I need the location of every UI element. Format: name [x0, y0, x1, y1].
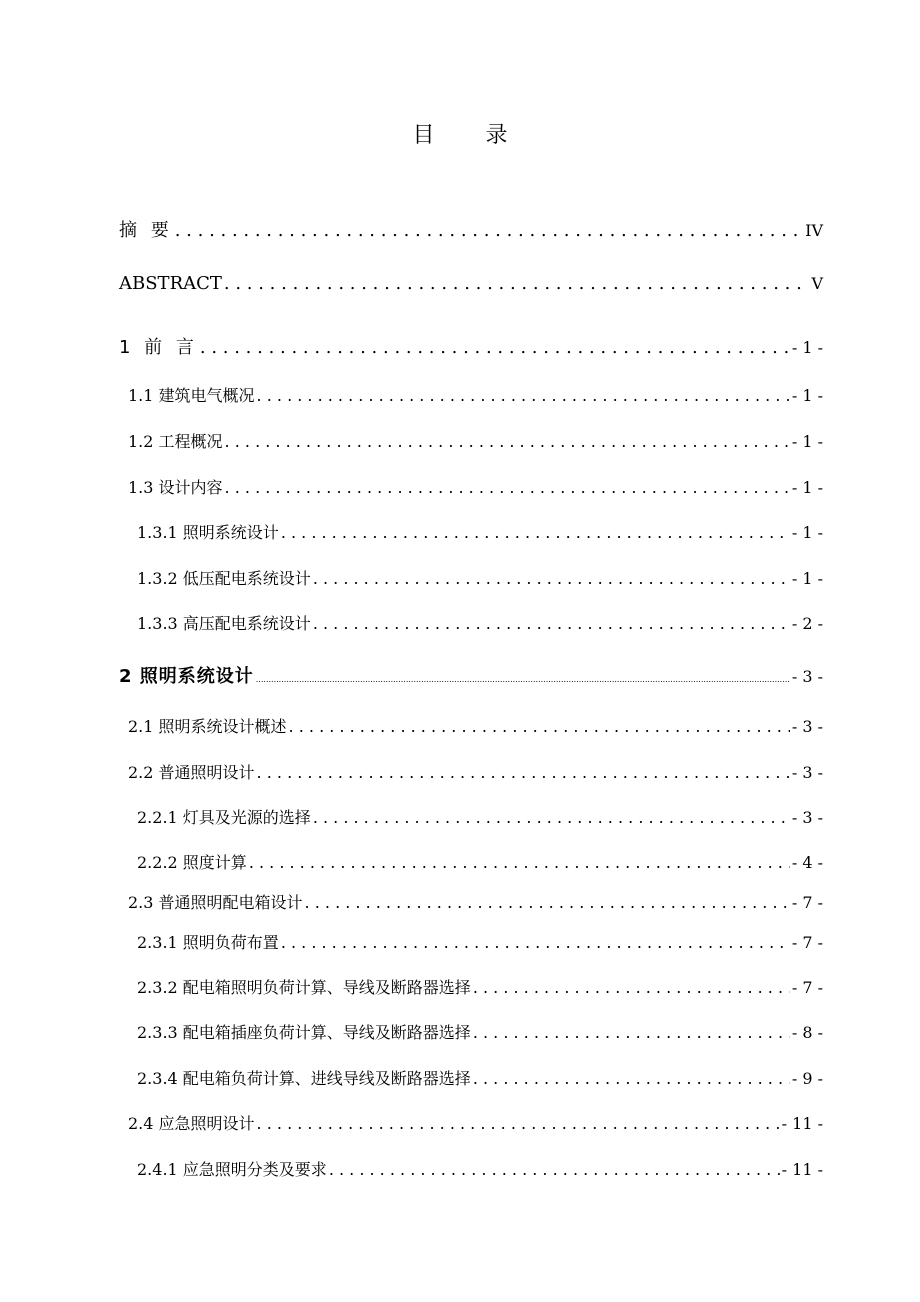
toc-entry-2-2[interactable]	[128, 760, 823, 783]
toc-leader-dots	[473, 1069, 790, 1088]
toc-entry-chapter-1[interactable]	[119, 333, 823, 359]
toc-entry-page: - 1 -	[791, 386, 823, 405]
toc-entry-page: - 3 -	[791, 808, 823, 827]
toc-entry-page: - 7 -	[791, 978, 823, 997]
toc-entry-page: - 3 -	[791, 763, 823, 782]
toc-entry-page: - 4 -	[791, 853, 823, 872]
toc-entry-page: - 1 -	[791, 432, 823, 451]
toc-entry-page: - 2 -	[791, 614, 823, 633]
toc-entry-page: - 1 -	[791, 569, 823, 588]
toc-entry-label: 摘 要	[119, 220, 173, 241]
toc-entry-label: 2 照明系统设计	[119, 666, 254, 687]
toc-leader-dots	[257, 763, 790, 782]
toc-entry-2-2-1[interactable]	[137, 805, 823, 828]
toc-leader-dots	[281, 933, 790, 952]
toc-entry-label: 1.3.1 照明系统设计	[137, 523, 279, 542]
toc-entry-page: - 1 -	[791, 338, 823, 357]
toc-leader-dots	[225, 478, 790, 497]
toc-entry-label: 2.1 照明系统设计概述	[128, 717, 287, 736]
toc-entry-page: - 7 -	[791, 933, 823, 952]
toc-entry-label: 2.4.1 应急照明分类及要求	[137, 1160, 327, 1179]
page-title: 目 录	[412, 123, 530, 148]
toc-entry-2-3[interactable]	[128, 890, 823, 913]
toc-entry-1-1[interactable]	[128, 383, 823, 406]
toc-entry-label: 2.2.1 灯具及光源的选择	[137, 808, 311, 827]
toc-entry-1-3-2[interactable]	[137, 566, 823, 589]
toc-entry-1-3-1[interactable]	[137, 520, 823, 543]
toc-leader-dots	[257, 1114, 780, 1133]
toc-entry-page: - 3 -	[791, 667, 823, 686]
toc-entry-label: 1.3.2 低压配电系统设计	[137, 569, 311, 588]
toc-entry-label: 2.3.4 配电箱负荷计算、进线导线及断路器选择	[137, 1069, 471, 1088]
toc-entry-2-1[interactable]	[128, 714, 823, 737]
toc-entry-label: 1.3.3 高压配电系统设计	[137, 614, 311, 633]
toc-entry-label: 2.3 普通照明配电箱设计	[128, 893, 303, 912]
toc-leader-dots	[256, 675, 790, 684]
toc-entry-1-3[interactable]	[128, 475, 823, 498]
toc-leader-dots	[225, 432, 790, 451]
toc-entry-label: 1.2 工程概况	[128, 432, 223, 451]
toc-entry-label: 2.3.1 照明负荷布置	[137, 933, 279, 952]
toc-entry-2-3-2[interactable]	[137, 975, 823, 998]
toc-entry-label: 2.3.2 配电箱照明负荷计算、导线及断路器选择	[137, 978, 471, 997]
toc-leader-dots	[473, 978, 790, 997]
toc-entry-1-2[interactable]	[128, 429, 823, 452]
toc-leader-dots	[257, 386, 790, 405]
toc-entry-page: - 11 -	[781, 1160, 823, 1179]
toc-leader-dots	[289, 717, 790, 736]
toc-leader-dots	[200, 337, 790, 358]
toc-leader-dots	[281, 523, 790, 542]
toc-entry-label: ABSTRACT	[119, 273, 222, 294]
toc-entry-label: 2.2 普通照明设计	[128, 763, 255, 782]
toc-entry-abstract-cn[interactable]	[119, 216, 823, 242]
toc-entry-2-3-4[interactable]	[137, 1066, 823, 1089]
toc-entry-label: 2.3.3 配电箱插座负荷计算、导线及断路器选择	[137, 1023, 471, 1042]
toc-entry-2-4[interactable]	[128, 1111, 823, 1134]
toc-entry-label: 1.1 建筑电气概况	[128, 386, 255, 405]
toc-leader-dots	[249, 853, 790, 872]
toc-leader-dots	[473, 1023, 790, 1042]
toc-entry-page: - 9 -	[791, 1069, 823, 1088]
toc-entry-label: 1.3 设计内容	[128, 478, 223, 497]
toc-entry-2-4-1[interactable]	[137, 1157, 823, 1180]
toc-entry-label: 1 前 言	[119, 337, 198, 358]
toc-entry-label: 2.4 应急照明设计	[128, 1114, 255, 1133]
toc-entry-page: - 8 -	[791, 1023, 823, 1042]
toc-leader-dots	[175, 220, 803, 241]
toc-entry-page: - 11 -	[781, 1114, 823, 1133]
toc-leader-dots	[224, 273, 810, 294]
toc-leader-dots	[305, 893, 790, 912]
toc-entry-page: - 1 -	[791, 523, 823, 542]
toc-leader-dots	[329, 1160, 780, 1179]
toc-entry-chapter-2[interactable]	[119, 662, 823, 688]
toc-entry-page: - 1 -	[791, 478, 823, 497]
toc-leader-dots	[313, 808, 790, 827]
toc-entry-2-2-2[interactable]	[137, 850, 823, 873]
toc-entry-abstract-en[interactable]	[119, 273, 823, 294]
toc-entry-label: 2.2.2 照度计算	[137, 853, 247, 872]
toc-entry-page: - 3 -	[791, 717, 823, 736]
toc-entry-page: V	[811, 274, 823, 293]
toc-entry-page: - 7 -	[791, 893, 823, 912]
toc-leader-dots	[313, 569, 790, 588]
toc-entry-1-3-3[interactable]	[137, 611, 823, 634]
toc-leader-dots	[313, 614, 790, 633]
toc-entry-2-3-3[interactable]	[137, 1020, 823, 1043]
toc-entry-page: IV	[805, 221, 823, 240]
toc-entry-2-3-1[interactable]	[137, 930, 823, 953]
